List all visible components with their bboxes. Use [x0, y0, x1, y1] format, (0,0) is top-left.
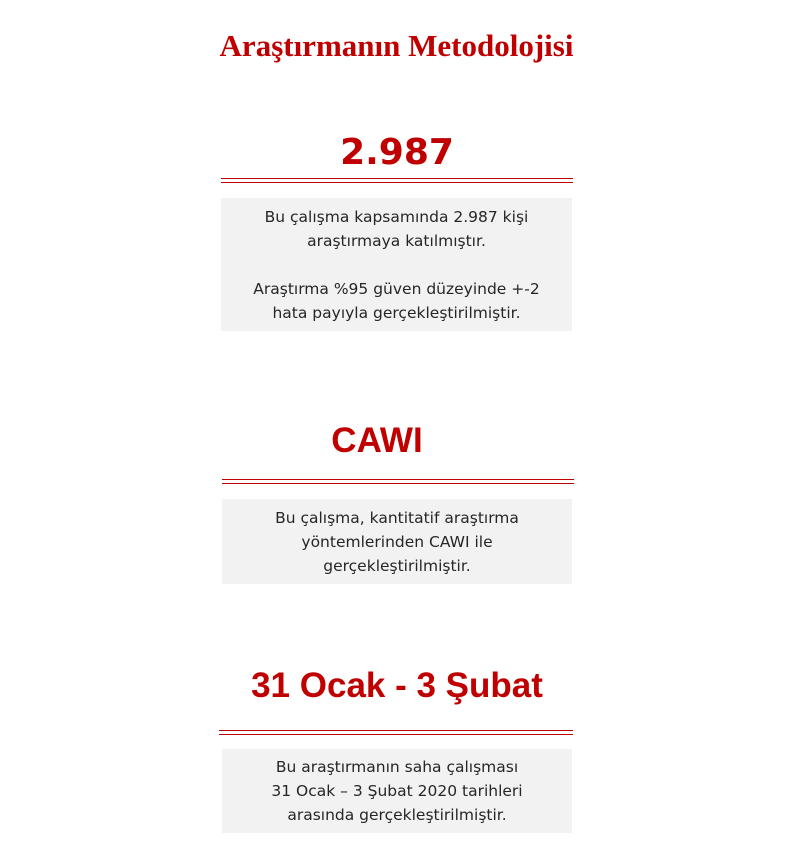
method-heading: CAWI — [331, 421, 423, 460]
page-title: Araştırmanın Metodolojisi — [219, 28, 574, 63]
info-line: Bu çalışma kapsamında 2.987 kişi — [264, 207, 529, 226]
info-line: arasında gerçekleştirilmiştir. — [287, 806, 507, 824]
info-line: 31 Ocak – 3 Şubat 2020 tarihleri — [271, 782, 523, 800]
participant-info-box — [221, 198, 572, 331]
section-divider — [219, 730, 573, 735]
info-line: Bu çalışma, kantitatif araştırma — [275, 508, 519, 527]
info-line: hata payıyla gerçekleştirilmiştir. — [272, 303, 521, 322]
date-info-box — [222, 749, 572, 833]
info-line: araştırmaya katılmıştır. — [307, 231, 486, 250]
method-info-box — [222, 499, 572, 584]
section-divider — [222, 479, 574, 484]
info-line: yöntemlerinden CAWI ile — [301, 532, 493, 551]
participant-count-heading: 2.987 — [340, 132, 454, 173]
info-line: Araştırma %95 güven düzeyinde +-2 — [253, 279, 540, 298]
section-divider — [221, 178, 573, 183]
date-range-heading: 31 Ocak - 3 Şubat — [251, 666, 543, 705]
info-line: gerçekleştirilmiştir. — [323, 556, 471, 575]
info-line: Bu araştırmanın saha çalışması — [275, 758, 519, 776]
